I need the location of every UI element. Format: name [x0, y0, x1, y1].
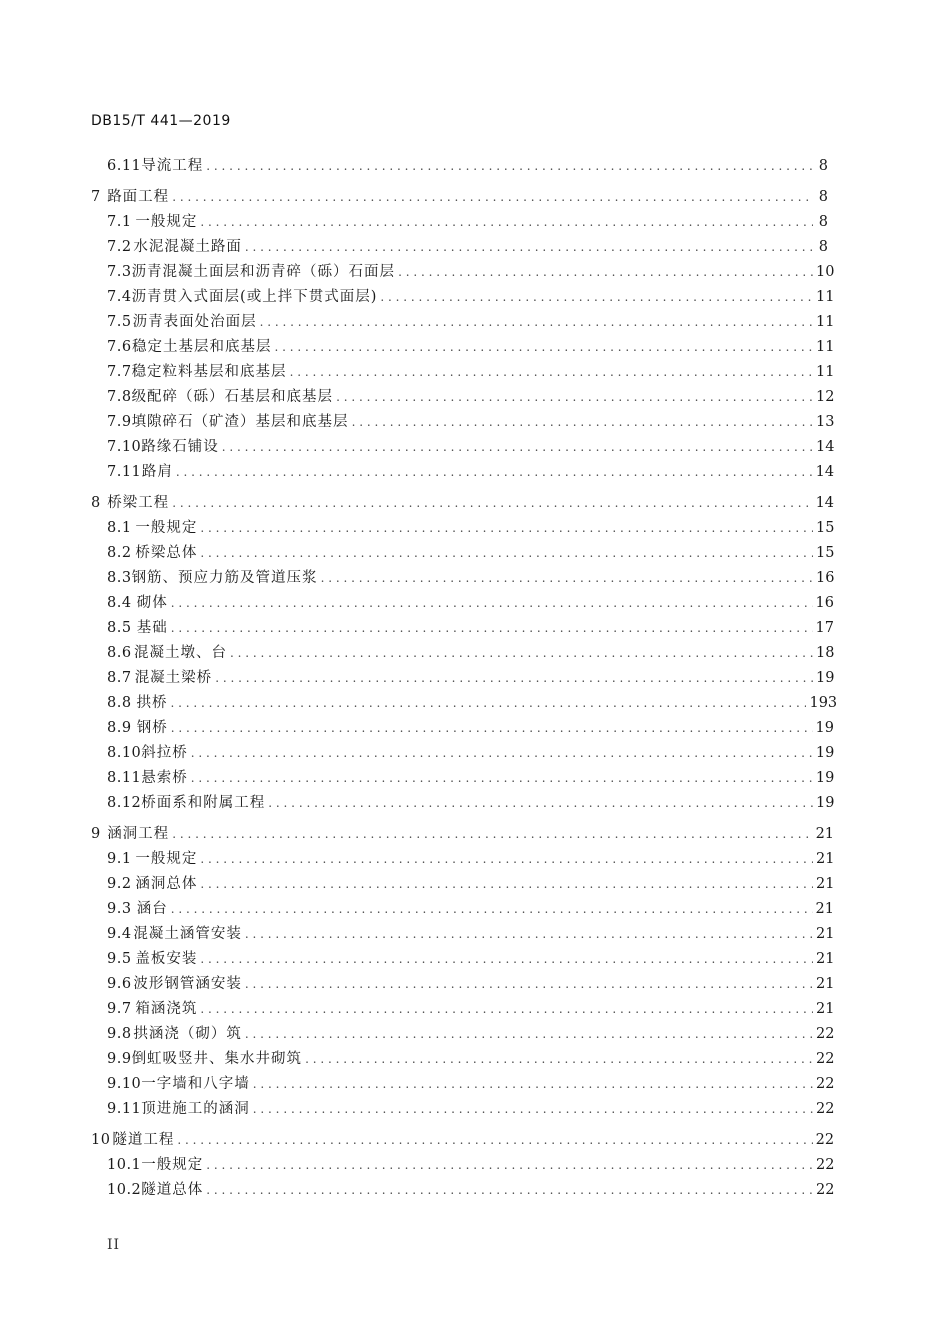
toc-entry[interactable] [91, 1130, 835, 1150]
toc-dot-leader [245, 924, 813, 944]
toc-entry-number: 7.10 [107, 439, 142, 455]
toc-entry[interactable] [107, 387, 835, 407]
toc-dot-leader [268, 793, 813, 813]
toc-entry-number: 7.11 [107, 464, 142, 480]
toc-entry-title: 顶进施工的涵洞 [141, 1101, 250, 1117]
toc-entry-number: 9.5 [107, 951, 132, 967]
toc-entry-number: 7.8 [107, 389, 132, 405]
toc-entry-number: 7.2 [107, 239, 132, 255]
toc-dot-leader [172, 493, 812, 513]
toc-entry-title: 桥面系和附属工程 [141, 795, 266, 811]
toc-entry-title: 拱桥 [136, 695, 168, 711]
toc-dot-leader [171, 593, 813, 613]
toc-entry-title: 一般规定 [135, 520, 198, 536]
page-number: II [107, 1237, 121, 1253]
toc-entry-page: 22 [816, 1157, 835, 1173]
toc-entry-number: 9 [91, 826, 101, 842]
toc-entry-number: 7.9 [107, 414, 132, 430]
toc-entry-page: 22 [816, 1026, 835, 1042]
toc-dot-leader [171, 618, 813, 638]
toc-entry-title: 一字墙和八字墙 [141, 1076, 250, 1092]
toc-entry-page: 22 [816, 1182, 835, 1198]
toc-entry-number: 9.4 [107, 926, 132, 942]
toc-dot-leader [290, 362, 813, 382]
toc-entry-title: 级配碎（砾）石基层和底基层 [131, 389, 334, 405]
toc-entry-page: 11 [816, 314, 835, 330]
toc-entry[interactable] [107, 974, 835, 994]
toc-entry-page: 8 [818, 189, 828, 205]
toc-entry-number: 8.8 [107, 695, 132, 711]
toc-entry-title: 钢桥 [136, 720, 168, 736]
toc-entry-title: 斜拉桥 [141, 745, 188, 761]
toc-entry[interactable] [107, 518, 835, 538]
toc-entry-number: 7.4 [107, 289, 132, 305]
toc-entry-title: 倒虹吸竖井、集水井砌筑 [131, 1051, 303, 1067]
toc-dot-leader [352, 412, 813, 432]
toc-entry-number: 9.11 [107, 1101, 142, 1117]
toc-dot-leader [171, 718, 813, 738]
toc-dot-leader [200, 543, 813, 563]
toc-entry[interactable] [107, 462, 835, 482]
document-code: DB15/T 441—2019 [91, 113, 231, 129]
toc-entry[interactable] [91, 824, 835, 844]
toc-entry-number: 8.7 [107, 670, 132, 686]
toc-dot-leader [222, 437, 813, 457]
toc-entry[interactable] [107, 874, 835, 894]
toc-entry-title: 一般规定 [135, 851, 198, 867]
toc-entry[interactable] [107, 718, 834, 738]
toc-dot-leader [230, 643, 813, 663]
toc-entry-title: 波形钢管涵安装 [133, 976, 242, 992]
toc-entry[interactable] [107, 1180, 835, 1200]
toc-entry-number: 9.9 [107, 1051, 132, 1067]
toc-entry[interactable] [107, 743, 835, 763]
toc-entry[interactable] [91, 493, 835, 513]
toc-entry-title: 桥梁总体 [135, 545, 198, 561]
toc-entry[interactable] [107, 1074, 835, 1094]
toc-entry[interactable] [107, 1155, 835, 1175]
toc-dot-leader [170, 693, 806, 713]
toc-dot-leader [200, 849, 813, 869]
toc-entry-number: 10.2 [107, 1182, 142, 1198]
toc-entry-number: 10 [91, 1132, 111, 1148]
toc-entry-number: 8.12 [107, 795, 142, 811]
toc-dot-leader [253, 1099, 813, 1119]
toc-entry-page: 11 [816, 364, 835, 380]
toc-entry[interactable] [107, 212, 828, 232]
toc-entry-page: 21 [816, 876, 835, 892]
toc-entry[interactable] [107, 437, 835, 457]
toc-entry-number: 6.11 [107, 158, 142, 174]
toc-entry-title: 一般规定 [135, 214, 198, 230]
toc-entry-page: 8 [818, 158, 828, 174]
toc-dot-leader [305, 1049, 813, 1069]
toc-entry-page: 21 [816, 976, 835, 992]
toc-dot-leader [336, 387, 813, 407]
toc-entry[interactable] [107, 1049, 835, 1069]
toc-entry-page: 21 [816, 1001, 835, 1017]
toc-entry-page: 19 [815, 745, 835, 761]
toc-entry[interactable] [91, 187, 828, 207]
toc-entry-number: 7 [91, 189, 101, 205]
toc-entry-title: 盖板安装 [135, 951, 198, 967]
toc-entry-title: 隧道工程 [112, 1132, 175, 1148]
toc-dot-leader [191, 743, 813, 763]
toc-entry-page: 22 [816, 1051, 835, 1067]
toc-dot-leader [200, 949, 813, 969]
toc-entry-number: 8.5 [107, 620, 132, 636]
toc-entry-number: 9.2 [107, 876, 132, 892]
toc-entry-page: 17 [815, 620, 834, 636]
toc-entry-title: 混凝土涵管安装 [133, 926, 242, 942]
toc-entry-title: 路肩 [141, 464, 173, 480]
toc-entry[interactable] [107, 593, 834, 613]
toc-dot-leader [176, 462, 813, 482]
toc-entry-number: 7.5 [107, 314, 132, 330]
toc-entry-title: 涵洞工程 [107, 826, 170, 842]
toc-entry-title: 混凝土墩、台 [134, 645, 227, 661]
toc-entry-page: 14 [816, 439, 835, 455]
toc-entry-title: 隧道总体 [141, 1182, 204, 1198]
toc-entry-title: 导流工程 [141, 158, 204, 174]
toc-entry[interactable] [107, 899, 834, 919]
toc-entry[interactable] [107, 668, 835, 688]
toc-entry-title: 沥青混凝土面层和沥青碎（砾）石面层 [131, 264, 396, 280]
toc-entry-number: 8 [91, 495, 101, 511]
toc-entry[interactable] [107, 543, 835, 563]
toc-entry[interactable] [107, 693, 838, 713]
toc-entry[interactable] [107, 949, 835, 969]
toc-entry-title: 填隙碎石（矿渣）基层和底基层 [131, 414, 349, 430]
toc-entry-page: 19 [815, 770, 835, 786]
toc-entry-number: 8.6 [107, 645, 132, 661]
toc-entry-page: 15 [816, 545, 835, 561]
toc-entry-title: 箱涵浇筑 [135, 1001, 198, 1017]
toc-entry[interactable] [107, 312, 835, 332]
toc-entry[interactable] [107, 156, 828, 176]
toc-entry-number: 9.3 [107, 901, 132, 917]
toc-entry-number: 8.11 [107, 770, 142, 786]
toc-entry[interactable] [107, 287, 835, 307]
toc-entry-page: 14 [815, 464, 835, 480]
toc-entry[interactable] [107, 262, 835, 282]
toc-entry-title: 路面工程 [107, 189, 170, 205]
toc-entry[interactable] [107, 1099, 835, 1119]
toc-dot-leader [200, 999, 813, 1019]
toc-dot-leader [260, 312, 813, 332]
toc-entry[interactable] [107, 793, 835, 813]
toc-entry[interactable] [107, 337, 835, 357]
toc-entry-page: 22 [816, 1076, 835, 1092]
toc-entry-number: 10.1 [107, 1157, 142, 1173]
toc-entry-title: 路缘石铺设 [141, 439, 219, 455]
toc-entry-number: 8.4 [107, 595, 132, 611]
toc-entry[interactable] [107, 924, 835, 944]
toc-dot-leader [171, 899, 813, 919]
toc-entry[interactable] [107, 1024, 835, 1044]
toc-entry-page: 18 [816, 645, 835, 661]
toc-entry-page: 16 [815, 595, 834, 611]
toc-dot-leader [253, 1074, 813, 1094]
toc-entry-title: 混凝土梁桥 [134, 670, 213, 686]
toc-dot-leader [200, 212, 813, 232]
toc-entry-number: 9.6 [107, 976, 132, 992]
toc-entry-page: 8 [818, 239, 828, 255]
toc-entry[interactable] [107, 237, 828, 257]
toc-entry-page: 14 [815, 495, 835, 511]
toc-entry-page: 21 [816, 926, 835, 942]
toc-entry-title: 钢筋、预应力筋及管道压浆 [131, 570, 318, 586]
toc-entry-page: 193 [809, 695, 838, 711]
toc-entry-number: 9.10 [107, 1076, 142, 1092]
toc-entry-page: 19 [815, 720, 834, 736]
toc-dot-leader [206, 156, 813, 176]
toc-entry-page: 13 [816, 414, 835, 430]
toc-entry-page: 21 [815, 901, 834, 917]
toc-entry[interactable] [107, 568, 835, 588]
toc-entry-title: 沥青贯入式面层(或上拌下贯式面层) [131, 289, 378, 305]
toc-entry-page: 21 [816, 951, 835, 967]
toc-dot-leader [200, 518, 813, 538]
toc-dot-leader [177, 1130, 812, 1150]
toc-entry-title: 涵洞总体 [135, 876, 198, 892]
toc-entry-page: 15 [816, 520, 835, 536]
toc-entry[interactable] [107, 412, 835, 432]
toc-entry[interactable] [107, 849, 835, 869]
toc-entry-page: 19 [816, 670, 835, 686]
toc-entry-number: 7.1 [107, 214, 132, 230]
toc-dot-leader [398, 262, 813, 282]
toc-dot-leader [172, 824, 812, 844]
toc-dot-leader [380, 287, 813, 307]
toc-entry-number: 8.3 [107, 570, 132, 586]
toc-entry-page: 16 [816, 570, 835, 586]
toc-entry-title: 稳定粒料基层和底基层 [131, 364, 287, 380]
toc-entry-number: 8.1 [107, 520, 132, 536]
toc-entry-page: 11 [816, 289, 835, 305]
toc-dot-leader [206, 1155, 813, 1175]
toc-dot-leader [206, 1180, 813, 1200]
toc-entry-title: 拱涵浇（砌）筑 [133, 1026, 242, 1042]
toc-entry[interactable] [107, 618, 834, 638]
toc-dot-leader [321, 568, 813, 588]
toc-entry-title: 一般规定 [141, 1157, 204, 1173]
toc-entry[interactable] [107, 643, 835, 663]
toc-entry-number: 8.9 [107, 720, 132, 736]
toc-entry[interactable] [107, 768, 835, 788]
toc-entry-number: 9.7 [107, 1001, 132, 1017]
toc-entry[interactable] [107, 999, 835, 1019]
toc-entry-page: 22 [816, 1101, 835, 1117]
toc-entry-page: 11 [816, 339, 835, 355]
toc-entry-number: 9.1 [107, 851, 132, 867]
toc-entry-page: 21 [816, 851, 835, 867]
toc-entry[interactable] [107, 362, 835, 382]
toc-entry-page: 12 [816, 389, 835, 405]
toc-entry-number: 8.10 [107, 745, 142, 761]
toc-dot-leader [274, 337, 813, 357]
toc-entry-title: 沥青表面处治面层 [132, 314, 257, 330]
toc-dot-leader [245, 1024, 813, 1044]
toc-dot-leader [215, 668, 813, 688]
toc-entry-title: 涵台 [136, 901, 168, 917]
toc-entry-number: 7.3 [107, 264, 132, 280]
toc-entry-title: 砌体 [136, 595, 168, 611]
toc-dot-leader [172, 187, 813, 207]
toc-entry-page: 22 [815, 1132, 835, 1148]
toc-entry-page: 19 [816, 795, 835, 811]
toc-entry-title: 桥梁工程 [107, 495, 170, 511]
toc-dot-leader [191, 768, 813, 788]
toc-entry-title: 稳定土基层和底基层 [131, 339, 272, 355]
toc-entry-page: 21 [815, 826, 835, 842]
toc-entry-page: 10 [816, 264, 835, 280]
toc-entry-title: 基础 [136, 620, 168, 636]
toc-dot-leader [200, 874, 813, 894]
toc-dot-leader [245, 974, 813, 994]
toc-entry-number: 7.7 [107, 364, 132, 380]
toc-entry-page: 8 [818, 214, 828, 230]
toc-entry-number: 8.2 [107, 545, 132, 561]
toc-entry-title: 水泥混凝土路面 [133, 239, 242, 255]
toc-dot-leader [245, 237, 813, 257]
toc-entry-number: 7.6 [107, 339, 132, 355]
toc-entry-title: 悬索桥 [141, 770, 188, 786]
toc-entry-number: 9.8 [107, 1026, 132, 1042]
